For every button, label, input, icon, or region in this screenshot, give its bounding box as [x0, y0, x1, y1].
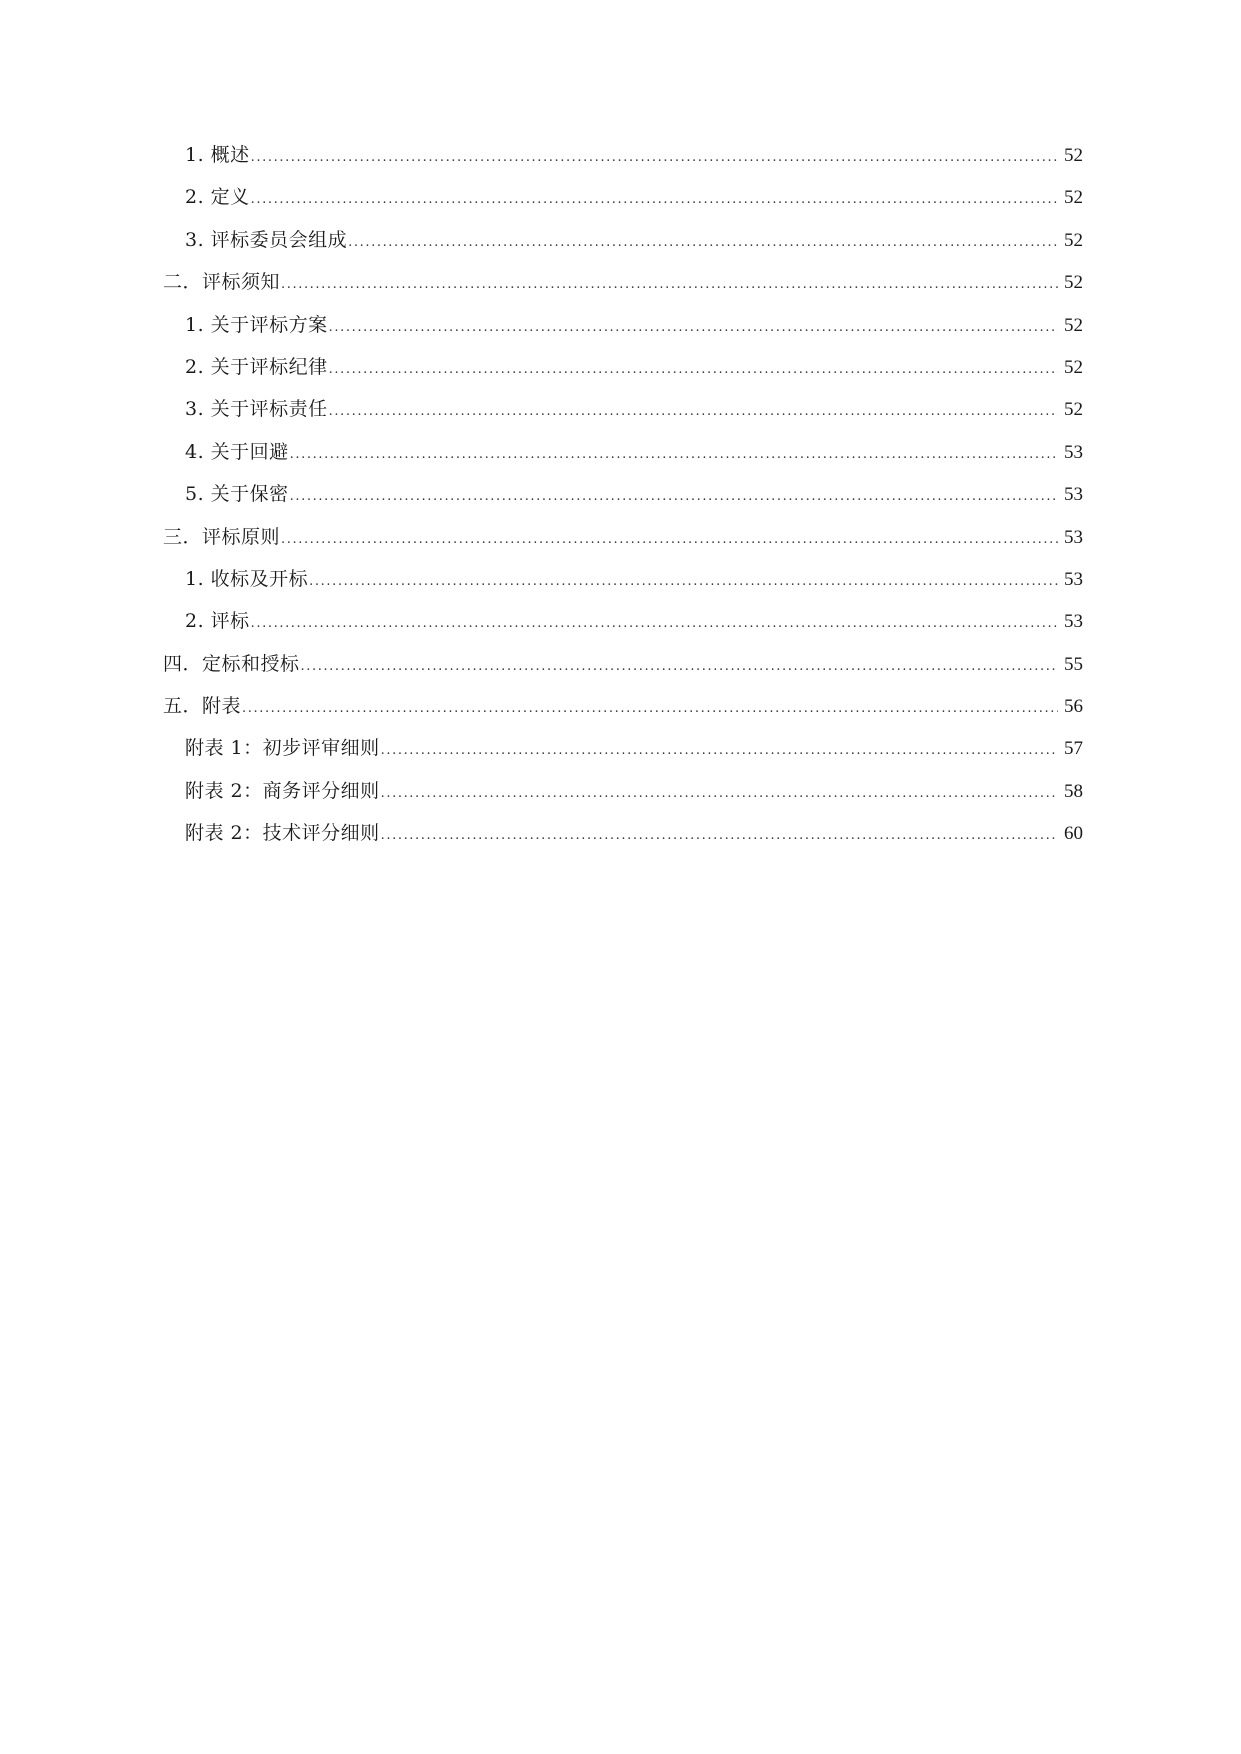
toc-entry[interactable]	[163, 352, 1083, 394]
toc-entry[interactable]	[163, 437, 1083, 479]
toc-entry[interactable]	[163, 140, 1083, 182]
toc-entry-label: 附表 1：初步评审细则	[185, 737, 380, 760]
toc-leader-dots	[251, 150, 1058, 165]
toc-leader-dots	[329, 404, 1058, 419]
toc-entry-label: 五．附表	[163, 695, 242, 718]
toc-entry-label: 1. 关于评标方案	[185, 313, 328, 336]
toc-entry-label: 2. 关于评标纪律	[185, 355, 328, 378]
toc-leader-dots	[381, 786, 1058, 801]
toc-entry-label: 3. 关于评标责任	[185, 398, 328, 421]
toc-entry-page: 52	[1064, 187, 1083, 209]
toc-entry[interactable]	[163, 182, 1083, 224]
toc-leader-dots	[348, 235, 1058, 250]
table-of-contents	[163, 140, 1083, 861]
toc-section-heading[interactable]	[163, 691, 1083, 733]
toc-section-heading[interactable]	[163, 267, 1083, 309]
toc-entry-page: 53	[1064, 611, 1083, 633]
toc-leader-dots	[309, 574, 1058, 589]
toc-entry-page: 53	[1064, 526, 1083, 548]
toc-entry-page: 57	[1064, 738, 1083, 760]
toc-leader-dots	[281, 532, 1058, 547]
toc-entry-label: 二．评标须知	[163, 271, 281, 294]
toc-leader-dots	[281, 277, 1058, 292]
toc-entry-page: 56	[1064, 696, 1083, 718]
toc-entry-label: 四．定标和授标	[163, 652, 300, 675]
toc-entry-label: 5. 关于保密	[185, 483, 289, 506]
toc-entry-label: 2. 评标	[185, 610, 250, 633]
toc-section-heading[interactable]	[163, 522, 1083, 564]
toc-section-heading[interactable]	[163, 649, 1083, 691]
toc-leader-dots	[290, 489, 1058, 504]
toc-entry-label: 三．评标原则	[163, 525, 281, 548]
toc-entry-page: 60	[1064, 823, 1083, 845]
toc-entry[interactable]	[163, 733, 1083, 775]
toc-leader-dots	[301, 659, 1058, 674]
toc-entry-label: 附表 2：商务评分细则	[185, 779, 380, 802]
toc-entry-label: 1. 收标及开标	[185, 567, 309, 590]
toc-entry-page: 52	[1064, 399, 1083, 421]
toc-entry-page: 52	[1064, 229, 1083, 251]
toc-entry[interactable]	[163, 818, 1083, 860]
toc-leader-dots	[251, 192, 1058, 207]
toc-entry-label: 2. 定义	[185, 186, 250, 209]
toc-leader-dots	[329, 362, 1058, 377]
toc-entry[interactable]	[163, 310, 1083, 352]
toc-entry-page: 53	[1064, 484, 1083, 506]
toc-leader-dots	[242, 701, 1058, 716]
toc-entry[interactable]	[163, 564, 1083, 606]
toc-leader-dots	[251, 616, 1058, 631]
toc-entry-page: 52	[1064, 314, 1083, 336]
toc-entry[interactable]	[163, 479, 1083, 521]
toc-entry[interactable]	[163, 394, 1083, 436]
toc-entry[interactable]	[163, 225, 1083, 267]
toc-entry-page: 52	[1064, 272, 1083, 294]
toc-entry-page: 53	[1064, 568, 1083, 590]
toc-entry-label: 4. 关于回避	[185, 440, 289, 463]
toc-entry[interactable]	[163, 776, 1083, 818]
toc-entry[interactable]	[163, 606, 1083, 648]
toc-entry-page: 58	[1064, 780, 1083, 802]
toc-entry-label: 3. 评标委员会组成	[185, 228, 348, 251]
toc-leader-dots	[329, 320, 1058, 335]
toc-entry-page: 53	[1064, 441, 1083, 463]
toc-entry-label: 1. 概述	[185, 144, 250, 166]
toc-entry-page: 52	[1064, 145, 1083, 166]
toc-leader-dots	[381, 743, 1058, 758]
toc-entry-label: 附表 2：技术评分细则	[185, 822, 380, 845]
toc-entry-page: 52	[1064, 356, 1083, 378]
toc-entry-page: 55	[1064, 653, 1083, 675]
toc-leader-dots	[381, 828, 1058, 843]
toc-leader-dots	[290, 447, 1058, 462]
